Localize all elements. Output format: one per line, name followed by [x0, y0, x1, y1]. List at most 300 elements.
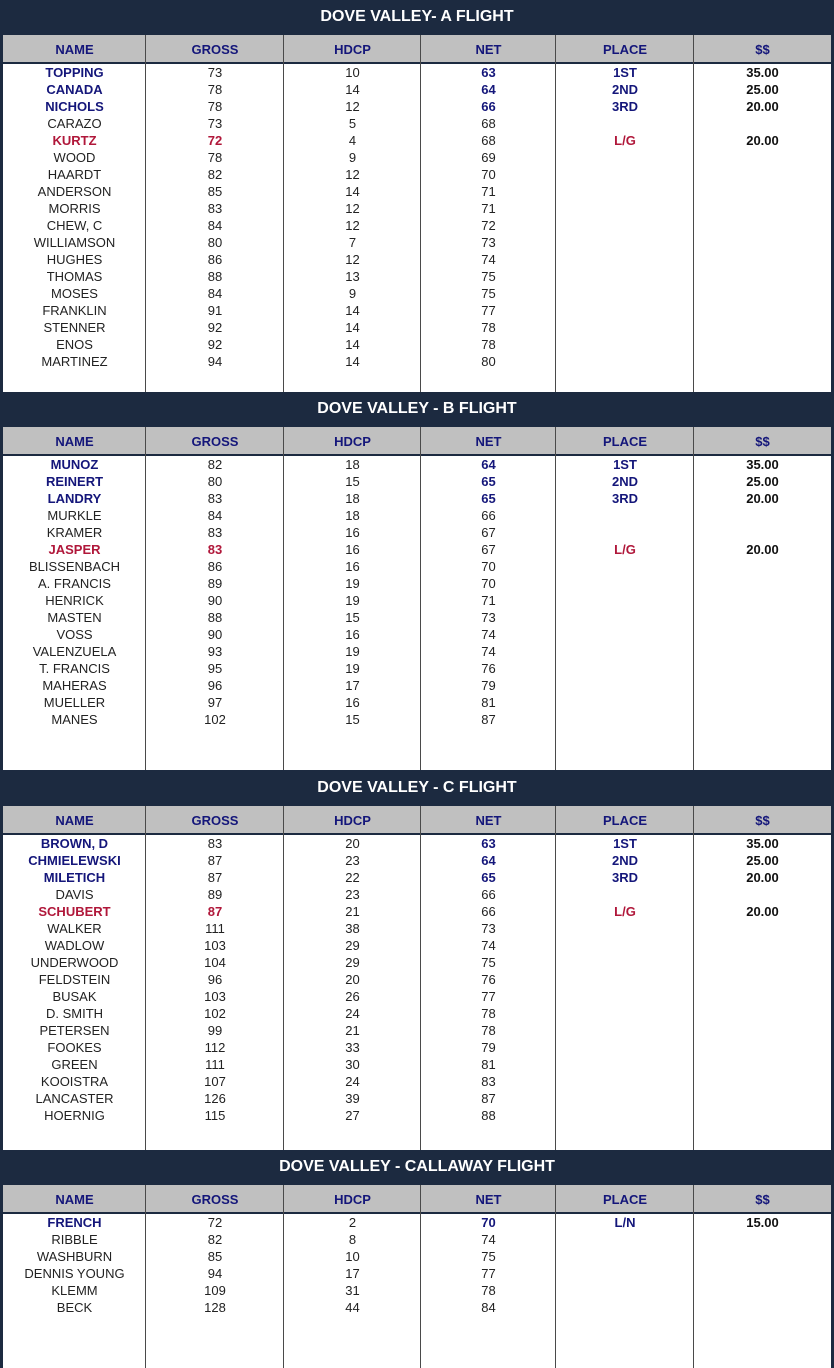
place-cell	[556, 1073, 694, 1090]
table-row	[3, 1107, 831, 1124]
table-row	[3, 166, 831, 183]
money-cell	[694, 217, 831, 234]
net-cell: 78	[481, 320, 496, 335]
place-cell	[556, 524, 694, 541]
gross-cell: 104	[204, 955, 226, 970]
column-header-net-col: NET	[475, 1192, 502, 1207]
net-cell: 74	[481, 627, 496, 642]
gross-cell: 72	[207, 133, 223, 148]
net-cell: 68	[481, 133, 496, 148]
place-cell	[556, 1005, 694, 1022]
money-cell	[694, 694, 831, 711]
hdcp-cell: 20	[345, 972, 360, 987]
money-cell	[694, 115, 831, 132]
table-row	[3, 183, 831, 200]
money-cell: 25.00	[746, 853, 779, 868]
table-header	[3, 806, 831, 833]
name-cell: LANDRY	[47, 491, 102, 506]
hdcp-cell: 15	[345, 610, 360, 625]
name-cell: HUGHES	[46, 252, 103, 267]
column-header-money-col: $$	[755, 1192, 770, 1207]
money-cell	[694, 336, 831, 353]
place-cell	[556, 626, 694, 643]
money-cell	[694, 1022, 831, 1039]
net-cell: 72	[481, 218, 496, 233]
column-header-place-col: PLACE	[602, 813, 648, 828]
money-cell	[694, 268, 831, 285]
money-cell	[694, 183, 831, 200]
place-cell	[556, 166, 694, 183]
table-row	[3, 971, 831, 988]
table-row	[3, 64, 831, 81]
gross-cell: 85	[207, 1249, 223, 1264]
gross-cell: 107	[204, 1074, 226, 1089]
hdcp-cell: 17	[345, 678, 360, 693]
money-cell	[694, 353, 831, 370]
table-row	[3, 626, 831, 643]
name-cell: FRENCH	[47, 1215, 102, 1230]
name-cell: MARTINEZ	[41, 354, 108, 369]
money-cell	[694, 677, 831, 694]
flight-title: DOVE VALLEY - CALLAWAY FLIGHT	[0, 1150, 834, 1182]
place-cell	[556, 937, 694, 954]
hdcp-cell: 13	[345, 269, 360, 284]
column-header-net-col: NET	[475, 434, 502, 449]
place-cell: L/G	[614, 542, 636, 557]
gross-cell: 99	[207, 1023, 223, 1038]
place-cell	[556, 558, 694, 575]
table-row	[3, 643, 831, 660]
hdcp-cell: 10	[345, 65, 360, 80]
place-cell	[556, 1056, 694, 1073]
place-cell	[556, 643, 694, 660]
net-cell: 71	[481, 184, 496, 199]
gross-cell: 85	[207, 184, 223, 199]
hdcp-cell: 12	[345, 99, 360, 114]
gross-cell: 87	[207, 853, 223, 868]
money-cell	[694, 149, 831, 166]
hdcp-cell: 21	[345, 1023, 360, 1038]
money-cell	[694, 1107, 831, 1124]
column-header-gross-col: GROSS	[191, 1192, 239, 1207]
net-cell: 83	[481, 1074, 496, 1089]
table-row	[3, 852, 831, 869]
name-cell: KURTZ	[52, 133, 97, 148]
column-header-money-col: $$	[755, 434, 770, 449]
money-cell	[694, 609, 831, 626]
name-cell: BLISSENBACH	[28, 559, 121, 574]
net-cell: 64	[481, 82, 496, 97]
table-row	[3, 353, 831, 370]
net-cell: 64	[481, 853, 496, 868]
name-cell: CHMIELEWSKI	[28, 853, 121, 868]
table-row	[3, 954, 831, 971]
name-cell: DAVIS	[55, 887, 94, 902]
net-cell: 71	[481, 593, 496, 608]
hdcp-cell: 15	[345, 712, 360, 727]
flight-section	[0, 1150, 834, 1365]
name-cell: MURKLE	[47, 508, 102, 523]
place-cell	[556, 183, 694, 200]
money-cell: 20.00	[746, 542, 779, 557]
name-cell: MASTEN	[47, 610, 102, 625]
flight-title: DOVE VALLEY- A FLIGHT	[0, 0, 834, 32]
column-header-net-col: NET	[475, 42, 502, 57]
gross-cell: 126	[204, 1091, 226, 1106]
table-row	[3, 575, 831, 592]
gross-cell: 89	[207, 887, 223, 902]
net-cell: 78	[481, 337, 496, 352]
money-cell	[694, 575, 831, 592]
table-row	[3, 1299, 831, 1316]
place-cell	[556, 268, 694, 285]
hdcp-cell: 20	[345, 836, 360, 851]
name-cell: HAARDT	[47, 167, 102, 182]
net-cell: 70	[481, 576, 496, 591]
net-cell: 70	[481, 559, 496, 574]
money-cell: 20.00	[746, 491, 779, 506]
hdcp-cell: 18	[345, 491, 360, 506]
place-cell	[556, 251, 694, 268]
column-header-hdcp-col: HDCP	[334, 434, 371, 449]
gross-cell: 96	[207, 972, 223, 987]
place-cell	[556, 1022, 694, 1039]
table-row	[3, 319, 831, 336]
table-row	[3, 1214, 831, 1231]
gross-cell: 80	[207, 235, 223, 250]
hdcp-cell: 14	[345, 337, 360, 352]
net-cell: 80	[481, 354, 496, 369]
net-cell: 67	[481, 525, 496, 540]
money-cell	[694, 886, 831, 903]
name-cell: SCHUBERT	[38, 904, 111, 919]
name-cell: MUNOZ	[50, 457, 99, 472]
hdcp-cell: 12	[345, 252, 360, 267]
name-cell: RIBBLE	[51, 1232, 98, 1247]
column-header-place-col: PLACE	[602, 42, 648, 57]
results-table	[3, 427, 831, 770]
place-cell	[556, 1090, 694, 1107]
table-row	[3, 711, 831, 728]
gross-cell: 78	[207, 150, 223, 165]
money-cell: 20.00	[746, 99, 779, 114]
table-row	[3, 660, 831, 677]
net-cell: 68	[481, 116, 496, 131]
place-cell	[556, 575, 694, 592]
name-cell: D. SMITH	[45, 1006, 104, 1021]
gross-cell: 86	[207, 252, 223, 267]
name-cell: THOMAS	[46, 269, 103, 284]
hdcp-cell: 26	[345, 989, 360, 1004]
money-cell: 35.00	[746, 65, 779, 80]
gross-cell: 87	[207, 870, 223, 885]
gross-cell: 94	[207, 354, 223, 369]
table-row	[3, 541, 831, 558]
gross-cell: 112	[204, 1040, 226, 1055]
place-cell	[556, 353, 694, 370]
net-cell: 88	[481, 1108, 496, 1123]
column-header-hdcp-col: HDCP	[334, 42, 371, 57]
gross-cell: 78	[207, 99, 223, 114]
place-cell	[556, 954, 694, 971]
table-row	[3, 98, 831, 115]
name-cell: MANES	[51, 712, 98, 727]
gross-cell: 84	[207, 286, 223, 301]
money-cell: 15.00	[746, 1215, 779, 1230]
hdcp-cell: 14	[345, 354, 360, 369]
net-cell: 74	[481, 1232, 496, 1247]
name-cell: WALKER	[47, 921, 102, 936]
gross-cell: 86	[207, 559, 223, 574]
gross-cell: 90	[207, 593, 223, 608]
flight-section	[0, 771, 834, 1147]
net-cell: 65	[481, 474, 496, 489]
column-header-money-col: $$	[755, 42, 770, 57]
place-cell: L/G	[614, 133, 636, 148]
net-cell: 81	[481, 695, 496, 710]
column-header-place-col: PLACE	[602, 434, 648, 449]
name-cell: CHEW, C	[46, 218, 103, 233]
column-header-money-col: $$	[755, 813, 770, 828]
gross-cell: 78	[207, 82, 223, 97]
gross-cell: 109	[204, 1283, 226, 1298]
money-cell	[694, 507, 831, 524]
name-cell: NICHOLS	[45, 99, 104, 114]
table-row	[3, 285, 831, 302]
net-cell: 84	[481, 1300, 496, 1315]
place-cell	[556, 988, 694, 1005]
table-row	[3, 456, 831, 473]
name-cell: KRAMER	[46, 525, 103, 540]
gross-cell: 103	[204, 989, 226, 1004]
place-cell	[556, 592, 694, 609]
gross-cell: 102	[204, 1006, 226, 1021]
name-cell: KLEMM	[51, 1283, 98, 1298]
column-header-name-col: NAME	[55, 813, 94, 828]
name-cell: A. FRANCIS	[38, 576, 111, 591]
table-row	[3, 937, 831, 954]
money-cell: 20.00	[746, 870, 779, 885]
name-cell: HENRICK	[45, 593, 104, 608]
gross-cell: 83	[207, 525, 223, 540]
hdcp-cell: 23	[345, 853, 360, 868]
flight-section	[0, 392, 834, 767]
place-cell	[556, 217, 694, 234]
place-cell	[556, 694, 694, 711]
gross-cell: 83	[207, 836, 223, 851]
money-cell	[694, 592, 831, 609]
hdcp-cell: 39	[345, 1091, 360, 1106]
table-row	[3, 1282, 831, 1299]
name-cell: WOOD	[53, 150, 96, 165]
hdcp-cell: 14	[345, 82, 360, 97]
name-cell: VALENZUELA	[32, 644, 117, 659]
net-cell: 65	[481, 491, 496, 506]
hdcp-cell: 2	[348, 1215, 357, 1230]
hdcp-cell: 23	[345, 887, 360, 902]
place-cell: 2ND	[611, 853, 638, 868]
place-cell	[556, 920, 694, 937]
net-cell: 73	[481, 921, 496, 936]
name-cell: BECK	[56, 1300, 93, 1315]
place-cell	[556, 149, 694, 166]
column-header-gross-col: GROSS	[191, 434, 239, 449]
place-cell	[556, 1107, 694, 1124]
name-cell: WASHBURN	[36, 1249, 113, 1264]
table-row	[3, 268, 831, 285]
name-cell: T. FRANCIS	[39, 661, 110, 676]
hdcp-cell: 33	[345, 1040, 360, 1055]
table-header	[3, 35, 831, 62]
money-cell	[694, 937, 831, 954]
table-row	[3, 81, 831, 98]
name-cell: CARAZO	[47, 116, 102, 131]
gross-cell: 72	[207, 1215, 223, 1230]
place-cell	[556, 1248, 694, 1265]
gross-cell: 84	[207, 218, 223, 233]
hdcp-cell: 19	[345, 661, 360, 676]
place-cell	[556, 234, 694, 251]
net-cell: 79	[481, 1040, 496, 1055]
hdcp-cell: 8	[348, 1232, 357, 1247]
net-cell: 66	[481, 99, 496, 114]
net-cell: 70	[481, 1215, 496, 1230]
name-cell: WILLIAMSON	[33, 235, 116, 250]
table-header	[3, 1185, 831, 1212]
net-cell: 76	[481, 661, 496, 676]
table-row	[3, 149, 831, 166]
name-cell: VOSS	[56, 627, 93, 642]
column-header-net-col: NET	[475, 813, 502, 828]
table-row	[3, 988, 831, 1005]
money-cell	[694, 626, 831, 643]
money-cell	[694, 711, 831, 728]
gross-cell: 82	[207, 1232, 223, 1247]
place-cell: 1ST	[613, 836, 637, 851]
money-cell	[694, 166, 831, 183]
gross-cell: 96	[207, 678, 223, 693]
table-row	[3, 1022, 831, 1039]
money-cell	[694, 1005, 831, 1022]
hdcp-cell: 14	[345, 184, 360, 199]
name-cell: TOPPING	[45, 65, 104, 80]
hdcp-cell: 16	[345, 627, 360, 642]
gross-cell: 88	[207, 610, 223, 625]
gross-cell: 82	[207, 457, 223, 472]
gross-cell: 87	[207, 904, 223, 919]
hdcp-cell: 15	[345, 474, 360, 489]
net-cell: 66	[481, 887, 496, 902]
hdcp-cell: 14	[345, 320, 360, 335]
name-cell: HOERNIG	[44, 1108, 105, 1123]
net-cell: 81	[481, 1057, 496, 1072]
place-cell	[556, 285, 694, 302]
hdcp-cell: 7	[348, 235, 357, 250]
money-cell: 35.00	[746, 836, 779, 851]
net-cell: 73	[481, 610, 496, 625]
gross-cell: 93	[207, 644, 223, 659]
place-cell	[556, 886, 694, 903]
money-cell	[694, 302, 831, 319]
name-cell: BROWN, D	[40, 836, 109, 851]
column-header-name-col: NAME	[55, 434, 94, 449]
net-cell: 74	[481, 252, 496, 267]
column-header-name-col: NAME	[55, 42, 94, 57]
table-row	[3, 1073, 831, 1090]
table-row	[3, 869, 831, 886]
gross-cell: 89	[207, 576, 223, 591]
name-cell: FRANKLIN	[42, 303, 107, 318]
table-row	[3, 524, 831, 541]
table-row	[3, 1090, 831, 1107]
net-cell: 73	[481, 235, 496, 250]
table-row	[3, 200, 831, 217]
money-cell	[694, 920, 831, 937]
gross-cell: 128	[204, 1300, 226, 1315]
net-cell: 71	[481, 201, 496, 216]
hdcp-cell: 31	[345, 1283, 360, 1298]
money-cell	[694, 954, 831, 971]
table-row	[3, 1231, 831, 1248]
hdcp-cell: 21	[345, 904, 360, 919]
hdcp-cell: 10	[345, 1249, 360, 1264]
money-cell	[694, 1056, 831, 1073]
name-cell: CANADA	[46, 82, 103, 97]
table-row	[3, 251, 831, 268]
gross-cell: 94	[207, 1266, 223, 1281]
gross-cell: 97	[207, 695, 223, 710]
table-header	[3, 427, 831, 454]
results-table	[3, 1185, 831, 1368]
table-row	[3, 473, 831, 490]
hdcp-cell: 44	[345, 1300, 360, 1315]
table-row	[3, 920, 831, 937]
place-cell	[556, 302, 694, 319]
net-cell: 79	[481, 678, 496, 693]
hdcp-cell: 5	[348, 116, 357, 131]
net-cell: 74	[481, 644, 496, 659]
money-cell: 25.00	[746, 474, 779, 489]
net-cell: 66	[481, 904, 496, 919]
name-cell: WADLOW	[44, 938, 105, 953]
place-cell	[556, 319, 694, 336]
name-cell: JASPER	[48, 542, 101, 557]
net-cell: 74	[481, 938, 496, 953]
place-cell	[556, 336, 694, 353]
gross-cell: 83	[207, 491, 223, 506]
hdcp-cell: 38	[345, 921, 360, 936]
net-cell: 67	[481, 542, 496, 557]
money-cell	[694, 1265, 831, 1282]
name-cell: ENOS	[56, 337, 93, 352]
net-cell: 87	[481, 1091, 496, 1106]
column-header-gross-col: GROSS	[191, 813, 239, 828]
money-cell: 25.00	[746, 82, 779, 97]
place-cell: 2ND	[611, 474, 638, 489]
money-cell	[694, 234, 831, 251]
table-row	[3, 677, 831, 694]
results-table	[3, 806, 831, 1150]
table-row	[3, 302, 831, 319]
hdcp-cell: 17	[345, 1266, 360, 1281]
gross-cell: 91	[207, 303, 223, 318]
money-cell	[694, 1090, 831, 1107]
net-cell: 65	[481, 870, 496, 885]
money-cell	[694, 660, 831, 677]
hdcp-cell: 18	[345, 457, 360, 472]
gross-cell: 92	[207, 337, 223, 352]
table-row	[3, 1265, 831, 1282]
